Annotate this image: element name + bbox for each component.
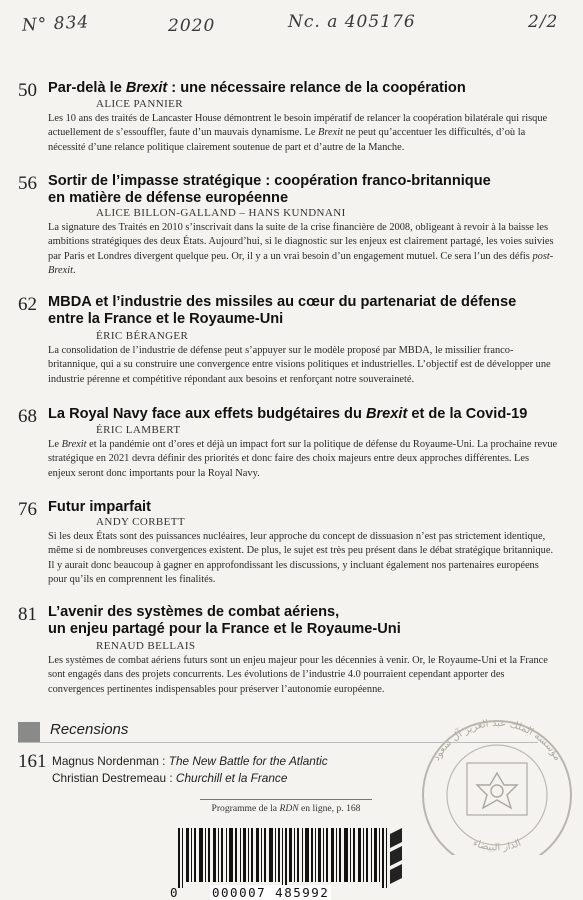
review-entry: Magnus Nordenman : The New Battle for the Atlantic <box>52 754 328 768</box>
article-title: MBDA et l’industrie des missiles au cœur du partenariat de défense entre la France et le Royaume-Uni <box>48 294 517 327</box>
page-number: 68 <box>18 406 37 427</box>
article-summary: Le Brexit et la pandémie ont d’ores et déjà un impact fort sur la politique de défense du Royaume-Uni. La prochaine revue stratégique en 2021 devra définir des priorités et donc faire des choix majeurs entre deux approches différentes. Les enjeux seront donc importants pour la Royal Navy. <box>48 439 558 479</box>
article-title: La Royal Navy face aux effets budgétaires du Brexit et de la Covid-19 <box>48 406 528 422</box>
barcode-lead-digit: 0 <box>170 885 178 900</box>
article-summary: Les systèmes de combat aériens futurs sont un enjeu majeur pour les décennies à venir. Or, le Royaume-Uni et la France sont engagés dans des projets concurrents. Les évolutions de l’industrie 4.0 pourraient cependant apporter des convergences pertinentes indispensables pour préserver l’autonomie européenne. <box>48 655 548 695</box>
handwritten-note: N° 834 <box>21 12 90 36</box>
barcode-bars <box>178 828 403 888</box>
handwritten-note: Nc. a 405176 <box>288 12 416 32</box>
article-title: L’avenir des systèmes de combat aériens, un enjeu partagé pour la France et le Royaume-Uni <box>48 604 401 637</box>
page-number: 50 <box>18 80 37 101</box>
article-summary: La consolidation de l’industrie de défense peut s’appuyer sur le modèle proposé par MBDA, le missilier franco-britannique, qui a su construire une convergence entre visions politiques et industrielles. L’objectif est de développer une industrie pérenne et compétitive répondant aux besoins et renforçant notre souveraineté. <box>48 345 551 385</box>
article-summary: Si les deux États sont des puissances nucléaires, leur approche du concept de dissuasion n’est pas strictement identique, même si de nombreuses convergences existent. De plus, le sujet est très peu présent dans le débat stratégique britannique. Il y aurait donc beaucoup à gagner en approfondissant les discussions, y incluant également nos partenaires européens pour qu’ils en comprennent les finalités. <box>48 531 554 585</box>
article-author: ALICE BILLON-GALLAND – HANS KUNDNANI <box>96 207 346 219</box>
article-summary: La signature des Traités en 2010 s’inscrivait dans la suite de la crise financière de 2008, obligeant à revoir à la baisse les ambitions stratégiques des deux États. Aujourd’hui, si le diagnostic sur les enjeux est clairement partagé, les voies suivies par Paris et Londres divergent quelque peu. Or, il y a un vrai besoin d’un engagement mutuel. Ce sera l’un des défis post-Brexit. <box>48 222 554 276</box>
article-title: Futur imparfait <box>48 499 151 515</box>
handwritten-note: 2/2 <box>528 12 559 32</box>
article-author: ÉRIC LAMBERT <box>96 424 181 436</box>
stamp-text-bottom: الدار البيضاء <box>471 837 523 854</box>
review-entry: Christian Destremeau : Churchill et la France <box>52 771 288 785</box>
library-stamp <box>412 715 582 855</box>
article-title: Sortir de l’impasse stratégique : coopération franco-britannique en matière de défense européenne <box>48 173 491 206</box>
barcode-number: 000007 485992 <box>212 885 330 900</box>
stamp-text-top: مؤسسة الملك عبد العزيز آل سعود <box>431 717 563 763</box>
barcode <box>168 828 408 900</box>
page-number: 81 <box>18 604 37 625</box>
section-title: Recensions <box>50 721 129 738</box>
page-number: 76 <box>18 499 37 520</box>
page-number: 56 <box>18 173 37 194</box>
article-author: ÉRIC BÉRANGER <box>96 330 189 342</box>
online-program-note: Programme de la RDN en ligne, p. 168 <box>200 799 372 814</box>
article-author: RENAUD BELLAIS <box>96 640 196 652</box>
article-summary: Les 10 ans des traités de Lancaster House démontrent le besoin impératif de relancer la coopération bilatérale qui risque actuellement de s’essouffler, faute d’un mauvais dynamisme. Le Brexit ne peut qu’accentuer les difficultés, d’où la nécessité d’une relance politique clairement soutenue de part et d’autre de la Manche. <box>48 113 548 153</box>
page-number: 62 <box>18 294 37 315</box>
section-marker <box>18 722 40 742</box>
star-emblem-icon <box>477 773 517 808</box>
article-author: ANDY CORBETT <box>96 516 186 528</box>
article-author: ALICE PANNIER <box>96 98 183 110</box>
page-number: 161 <box>18 751 47 772</box>
handwritten-note: 2020 <box>168 16 216 36</box>
article-title: Par-delà le Brexit : une nécessaire relance de la coopération <box>48 80 466 96</box>
